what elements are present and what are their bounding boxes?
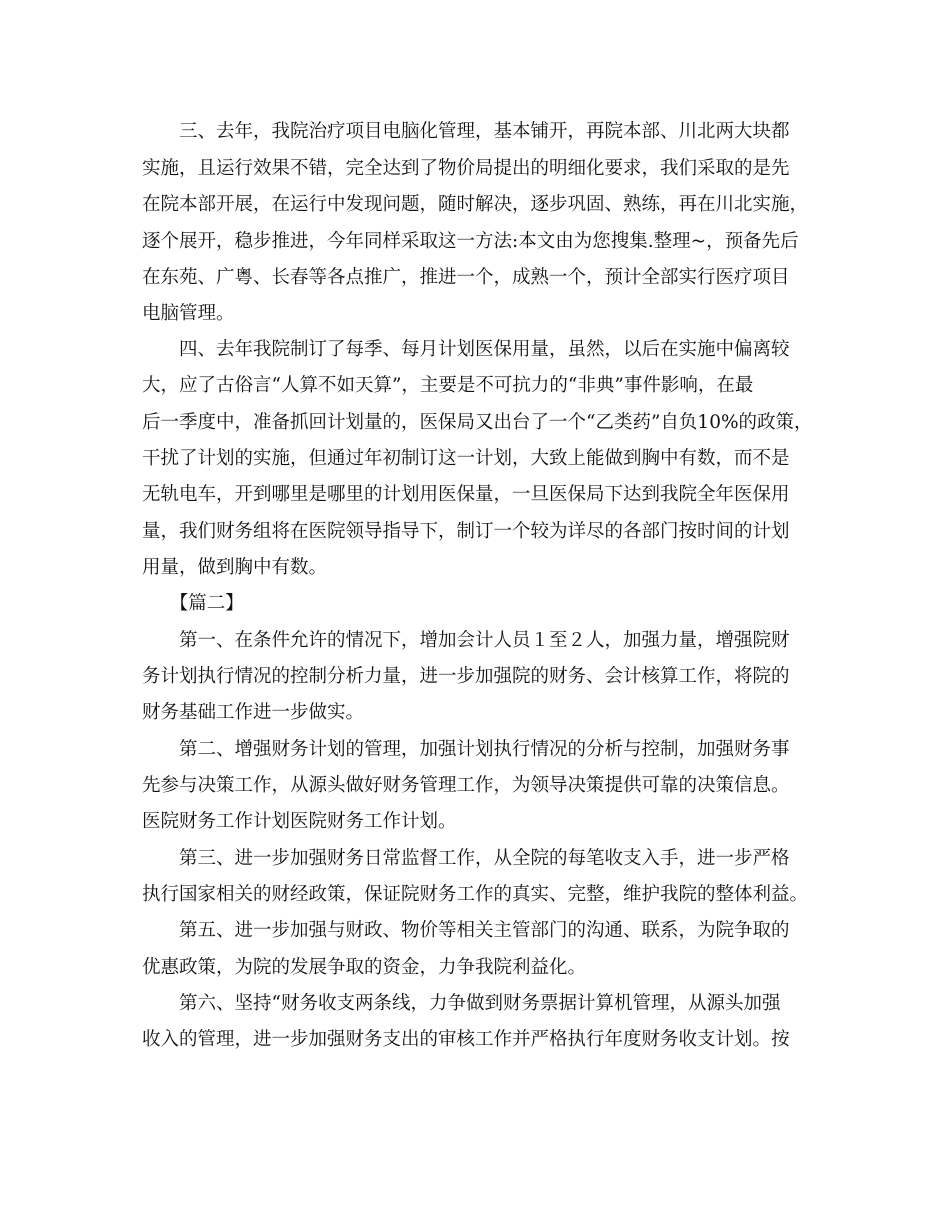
text-line: 在院本部开展，在运行中发现问题，随时解决，逐步巩固、熟练，再在川北实施， — [142, 194, 809, 215]
text-line: 四、去年我院制订了每季、每月计划医保用量，虽然，以后在实施中偏离较 — [142, 339, 790, 360]
text-line: 第一、在条件允许的情况下，增加会计人员１至２人，加强力量，增强院财 — [142, 630, 790, 651]
text-line: 实施，且运行效果不错，完全达到了物价局提出的明细化要求，我们采取的是先 — [142, 158, 790, 179]
text-line: 第六、坚持“财务收支两条线，力争做到财务票据计算机管理，从源头加强 — [142, 993, 781, 1014]
section-heading: 【篇二】 — [142, 593, 244, 614]
text-line: 先参与决策工作，从源头做好财务管理工作，为领导决策提供可靠的决策信息。 — [142, 775, 790, 796]
text-line: 后一季度中，准备抓回计划量的，医保局又出台了一个“乙类药”自负10%的政策， — [142, 412, 813, 433]
text-line: 电脑管理。 — [142, 303, 235, 324]
text-line: 用量，做到胸中有数。 — [142, 557, 328, 578]
text-line: 收入的管理，进一步加强财务支出的审核工作并严格执行年度财务收支计划。按 — [142, 1029, 790, 1050]
text-line: 务计划执行情况的控制分析力量，进一步加强院的财务、会计核算工作，将院的 — [142, 666, 790, 687]
text-line: 财务基础工作进一步做实。 — [142, 702, 365, 723]
text-line: 无轨电车，开到哪里是哪里的计划用医保量，一旦医保局下达到我院全年医保用 — [142, 484, 790, 505]
text-line: 第三、进一步加强财务日常监督工作，从全院的每笔收支入手，进一步严格 — [142, 848, 790, 869]
text-line: 在东苑、广粤、长春等各点推广，推进一个，成熟一个，预计全部实行医疗项目 — [142, 267, 790, 288]
text-line: 执行国家相关的财经政策，保证院财务工作的真实、完整，维护我院的整体利益。 — [142, 884, 809, 905]
text-line: 量，我们财务组将在医院领导指导下，制订一个较为详尽的各部门按时间的计划 — [142, 521, 790, 542]
text-line: 医院财务工作计划医院财务工作计划。 — [142, 811, 457, 832]
text-line: 干扰了计划的实施，但通过年初制订这一计划，大致上能做到胸中有数，而不是 — [142, 448, 790, 469]
text-line: 第五、进一步加强与财政、物价等相关主管部门的沟通、联系，为院争取的 — [142, 920, 790, 941]
text-line: 三、去年，我院治疗项目电脑化管理，基本铺开，再院本部、川北两大块都 — [142, 121, 790, 142]
text-line: 逐个展开，稳步推进，今年同样采取这一方法:本文由为您搜集.整理~，预备先后 — [142, 231, 799, 252]
text-line: 大，应了古俗言“人算不如天算”，主要是不可抗力的“非典”事件影响，在最 — [142, 375, 754, 396]
text-line: 优惠政策，为院的发展争取的资金，力争我院利益化。 — [142, 957, 587, 978]
text-line: 第二、增强财务计划的管理，加强计划执行情况的分析与控制，加强财务事 — [142, 739, 790, 760]
